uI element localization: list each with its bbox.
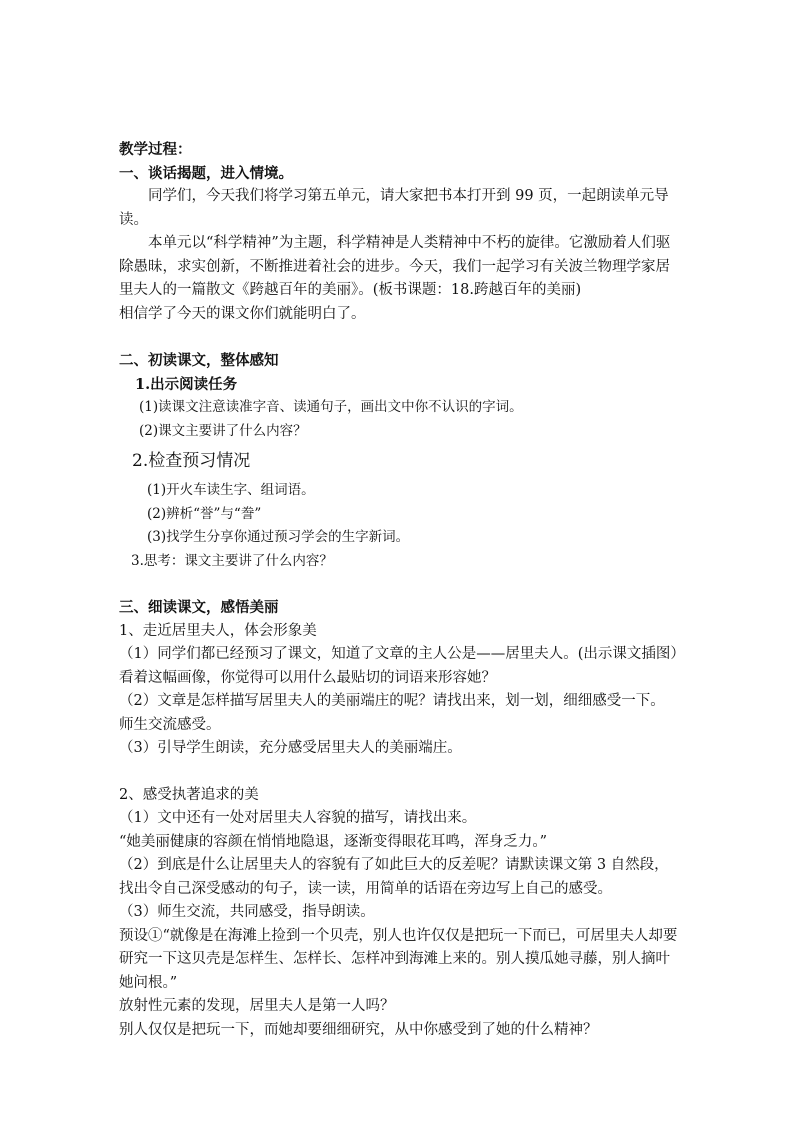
heading-teaching-process: 教学过程：	[119, 141, 192, 158]
section2-item-2: (2)课文主要讲了什么内容？	[139, 422, 307, 439]
section2-item-1: (1)读课文注意读准字音、读通句子，画出文中你不认识的字词。	[139, 399, 523, 415]
spacer	[119, 573, 679, 596]
section1-paragraph-2: 本单元以“科学精神”为主题，科学精神是人类精神中不朽的旋律。它激励着人们驱除愚昧，求实创新，不断推进着社会的进步。今天，我们一起学习有关波兰物理学家居里夫人的一篇散文《跨越百年的美丽》。(板书课题：18.跨越百年的美丽)	[119, 235, 671, 298]
section3-part2-preset: 预设①“就像是在海滩上捡到一个贝壳，别人也许仅仅是把玩一下而已，可居里夫人却要研究一下这贝壳是怎样生、怎样长、怎样冲到海滩上来的。别人摸瓜她寻藤，别人摘叶她问根。”	[119, 927, 678, 991]
section2-item-3: (1)开火车读生字、组词语。	[147, 482, 315, 498]
section2-item-4: (2)辨析“誉”与“誊”	[147, 505, 262, 522]
section3-part1-title: 1、走近居里夫人，体会形象美	[119, 622, 317, 639]
section3-part2-ask-2: 别人仅仅是把玩一下，而她却要细细研究，从中你感受到了她的什么精神？	[119, 1021, 598, 1038]
section3-part1-question-2: （2）文章是怎样描写居里夫人的美丽端庄的呢？请找出来，划一划，细细感受一下。	[119, 693, 665, 709]
section2-subheading-1: 1.出示阅读任务	[135, 375, 238, 393]
spacer	[119, 326, 679, 349]
section3-part1-question-3: （3）引导学生朗读，充分感受居里夫人的美丽端庄。	[119, 740, 462, 756]
section2-item-5: (3)找学生分享你通过预习学会的生字新词。	[147, 529, 410, 545]
section3-part2-quote: “她美丽健康的容颜在悄悄地隐退，逐渐变得眼花耳鸣，浑身乏力。”	[119, 833, 548, 850]
section1-paragraph-3: 相信学了今天的课文你们就能明白了。	[119, 305, 366, 322]
section3-part2-question-1: （1）文中还有一处对居里夫人容貌的描写，请找出来。	[119, 810, 477, 826]
section2-subheading-2: 2.检查预习情况	[132, 451, 251, 471]
section3-part1-note: 师生交流感受。	[119, 716, 221, 733]
section3-part2-question-3: （3）师生交流，共同感受，指导朗读。	[119, 904, 375, 920]
section3-part2-title: 2、感受执著追求的美	[119, 786, 259, 803]
section3-part2-ask-1: 放射性元素的发现，居里夫人是第一人吗？	[119, 998, 395, 1014]
section1-paragraph-1: 同学们，今天我们将学习第五单元，请大家把书本打开到 99 页，一起朗读单元导读。	[119, 188, 669, 228]
section2-title: 二、初读课文，整体感知	[119, 352, 279, 369]
section1-title: 一、谈话揭题，进入情境。	[119, 164, 293, 182]
lesson-plan-body	[119, 138, 679, 1042]
section3-title: 三、细读课文，感悟美丽	[119, 599, 279, 616]
section3-part2-question-2: （2）到底是什么让居里夫人的容貌有了如此巨大的反差呢？请默读课文第 3 自然段，找出令自己深受感动的句子，读一读，用简单的话语在旁边写上自己的感受。	[119, 857, 669, 897]
section2-subheading-3: 3.思考：课文主要讲了什么内容？	[131, 552, 333, 569]
spacer	[119, 761, 679, 784]
section3-part1-question-1: （1）同学们都已经预习了课文，知道了文章的主人公是——居里夫人。(出示课文插图）看着这幅画像，你觉得可以用什么最贴切的词语来形容她？	[119, 646, 678, 686]
